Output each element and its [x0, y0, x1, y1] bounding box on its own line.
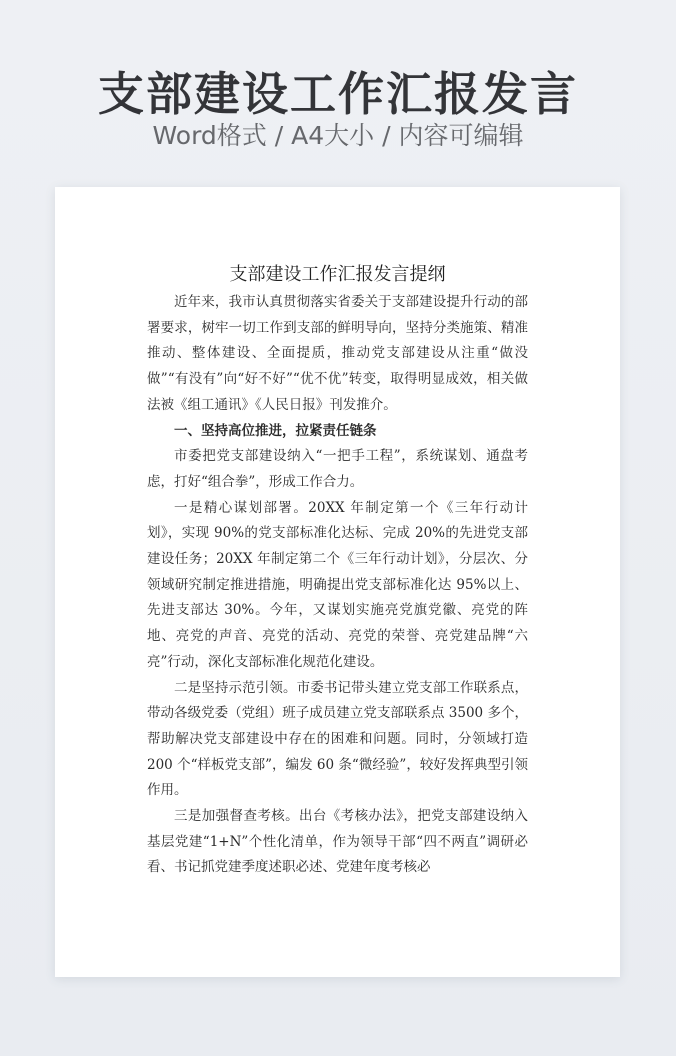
banner-subtitle: Word格式 / A4大小 / 内容可编辑 — [152, 121, 524, 150]
section-heading: 一、坚持高位推进，拉紧责任链条 — [174, 422, 377, 439]
body-paragraph: 一是精心谋划部署。20XX 年制定第一个《三年行动计划》，实现 90%的党支部标准化达标、完成 20%的先进党支部建设任务；20XX 年制定第二个《三年行动计划》，分层次、分领域研究制定推进措施，明确提出党支部标准化达 95%以上、先进支部达 30%。今年，又谋划实施亮党旗党徽、亮党的阵地、亮党的声音、亮党的活动、亮党的荣誉、亮党建品牌“六亮”行动，深化支部标准化规范化建设。 — [147, 499, 528, 670]
intro-paragraph: 近年来，我市认真贯彻落实省委关于支部建设提升行动的部署要求，树牢一切工作到支部的鲜明导向，坚持分类施策、精准推动、整体建设、全面提质，推动党支部建设从注重“做没做”“有没有”向“好不好”“优不优”转变，取得明显成效，相关做法被《组工通讯》《人民日报》刊发推介。 — [147, 294, 528, 413]
body-paragraph: 市委把党支部建设纳入“一把手工程”，系统谋划、通盘考虑，打好“组合拳”，形成工作合力。 — [147, 448, 528, 490]
document-title: 支部建设工作汇报发言提纲 — [229, 264, 446, 285]
banner-title: 支部建设工作汇报发言 — [98, 67, 578, 121]
document-body — [147, 290, 528, 881]
body-paragraph: 三是加强督查考核。出台《考核办法》，把党支部建设纳入基层党建“1+N”个性化清单，作为领导干部“四不两直”调研必看、书记抓党建季度述职必述、党建年度考核必 — [147, 808, 528, 876]
body-paragraph: 二是坚持示范引领。市委书记带头建立党支部工作联系点，带动各级党委（党组）班子成员建立党支部联系点 3500 多个，帮助解决党支部建设中存在的困难和问题。同时，分领域打造 200 个“样板党支部”，编发 60 条“微经验”，较好发挥典型引领作用。 — [147, 679, 528, 799]
document-page — [55, 187, 620, 977]
